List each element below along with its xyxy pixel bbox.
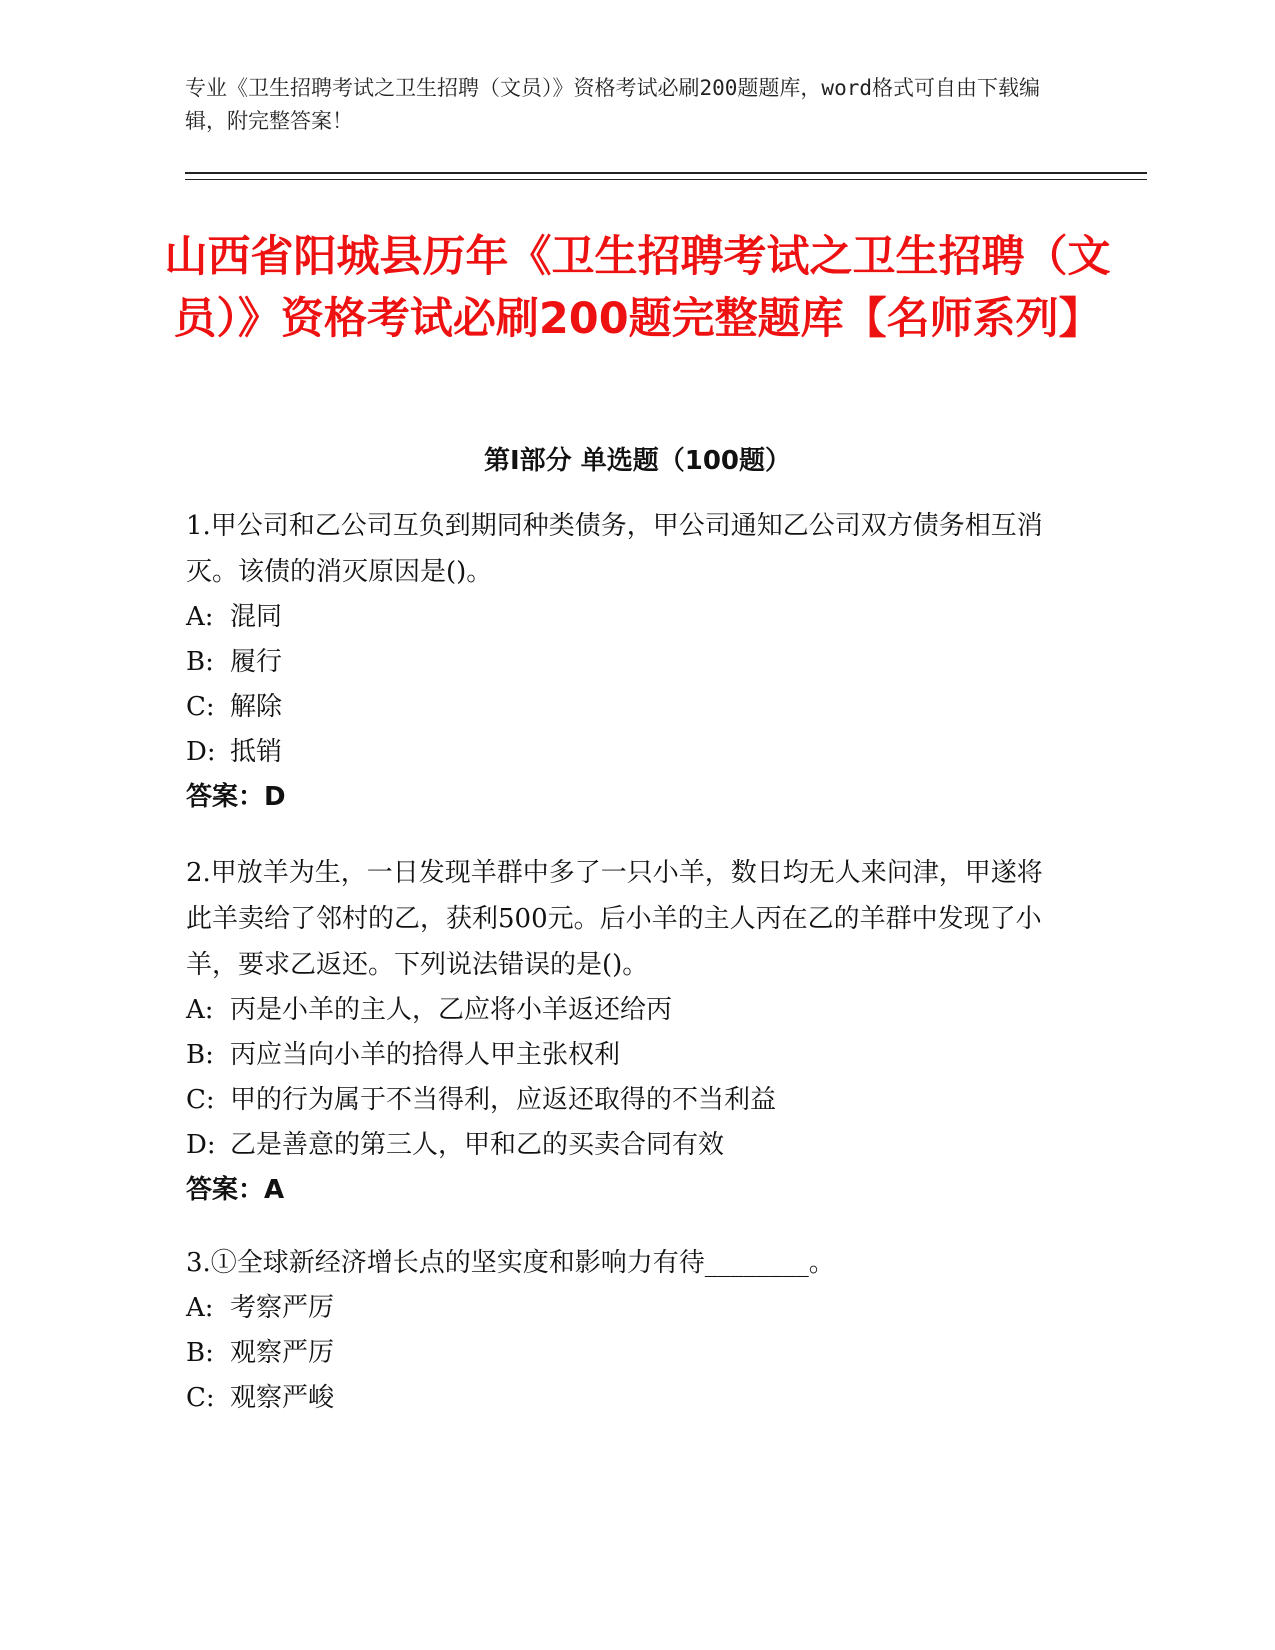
option-letter: B: [186,1338,214,1368]
option-b [186,1331,1066,1376]
question-3 [186,1240,1066,1421]
option-a [186,1286,1066,1331]
option-c [186,1078,1066,1123]
option-text: 丙是小羊的主人，乙应将小羊返还给丙 [230,995,673,1025]
option-text: 甲的行为属于不当得利，应返还取得的不当利益 [230,1085,777,1115]
option-b [186,1033,1066,1078]
option-letter: B: [186,647,214,677]
document-title: 山西省阳城县历年《卫生招聘考试之卫生招聘（文员）》资格考试必刷200题完整题库【名师系列】 [164,232,1111,344]
header-note: 专业《卫生招聘考试之卫生招聘（文员）》资格考试必刷200题题库，word格式可自由下载编辑，附完整答案！ [185,76,1040,133]
option-d [186,1123,1066,1168]
option-letter: A: [186,995,214,1025]
answer-label: 答案：A [186,1175,285,1205]
option-text: 抵销 [230,737,283,767]
option-text: 乙是善意的第三人，甲和乙的买卖合同有效 [230,1130,725,1160]
option-letter: A: [186,602,214,632]
question-stem: 1.甲公司和乙公司互负到期同种类债务，甲公司通知乙公司双方债务相互消灭。该债的消灭原因是()。 [186,511,1043,587]
option-b [186,640,1066,685]
option-letter: D: [186,1130,216,1160]
option-a [186,595,1066,640]
question-1 [186,503,1066,820]
question-stem: 3.①全球新经济增长点的坚实度和影响力有待________。 [186,1248,835,1278]
option-letter: B: [186,1040,214,1070]
option-text: 观察严峻 [230,1383,335,1413]
option-c [186,1376,1066,1421]
option-a [186,988,1066,1033]
option-letter: A: [186,1293,214,1323]
answer-label: 答案：D [186,782,286,812]
option-text: 解除 [230,692,283,722]
option-letter: C: [186,692,215,722]
option-d [186,730,1066,775]
header-divider-thin [185,179,1147,180]
option-text: 混同 [230,602,283,632]
section-title: 第I部分 单选题（100题） [484,446,791,476]
option-c [186,685,1066,730]
option-letter: C: [186,1383,215,1413]
option-text: 观察严厉 [230,1338,335,1368]
option-letter: D: [186,737,216,767]
question-2 [186,850,1066,1213]
option-text: 履行 [230,647,283,677]
option-text: 丙应当向小羊的拾得人甲主张权利 [230,1040,621,1070]
option-letter: C: [186,1085,215,1115]
question-stem: 2.甲放羊为生，一日发现羊群中多了一只小羊，数日均无人来问津，甲遂将此羊卖给了邻村的乙，获利500元。后小羊的主人丙在乙的羊群中发现了小羊，要求乙返还。下列说法错误的是()。 [186,858,1043,980]
header-divider-thick [185,172,1147,174]
option-text: 考察严厉 [230,1293,335,1323]
